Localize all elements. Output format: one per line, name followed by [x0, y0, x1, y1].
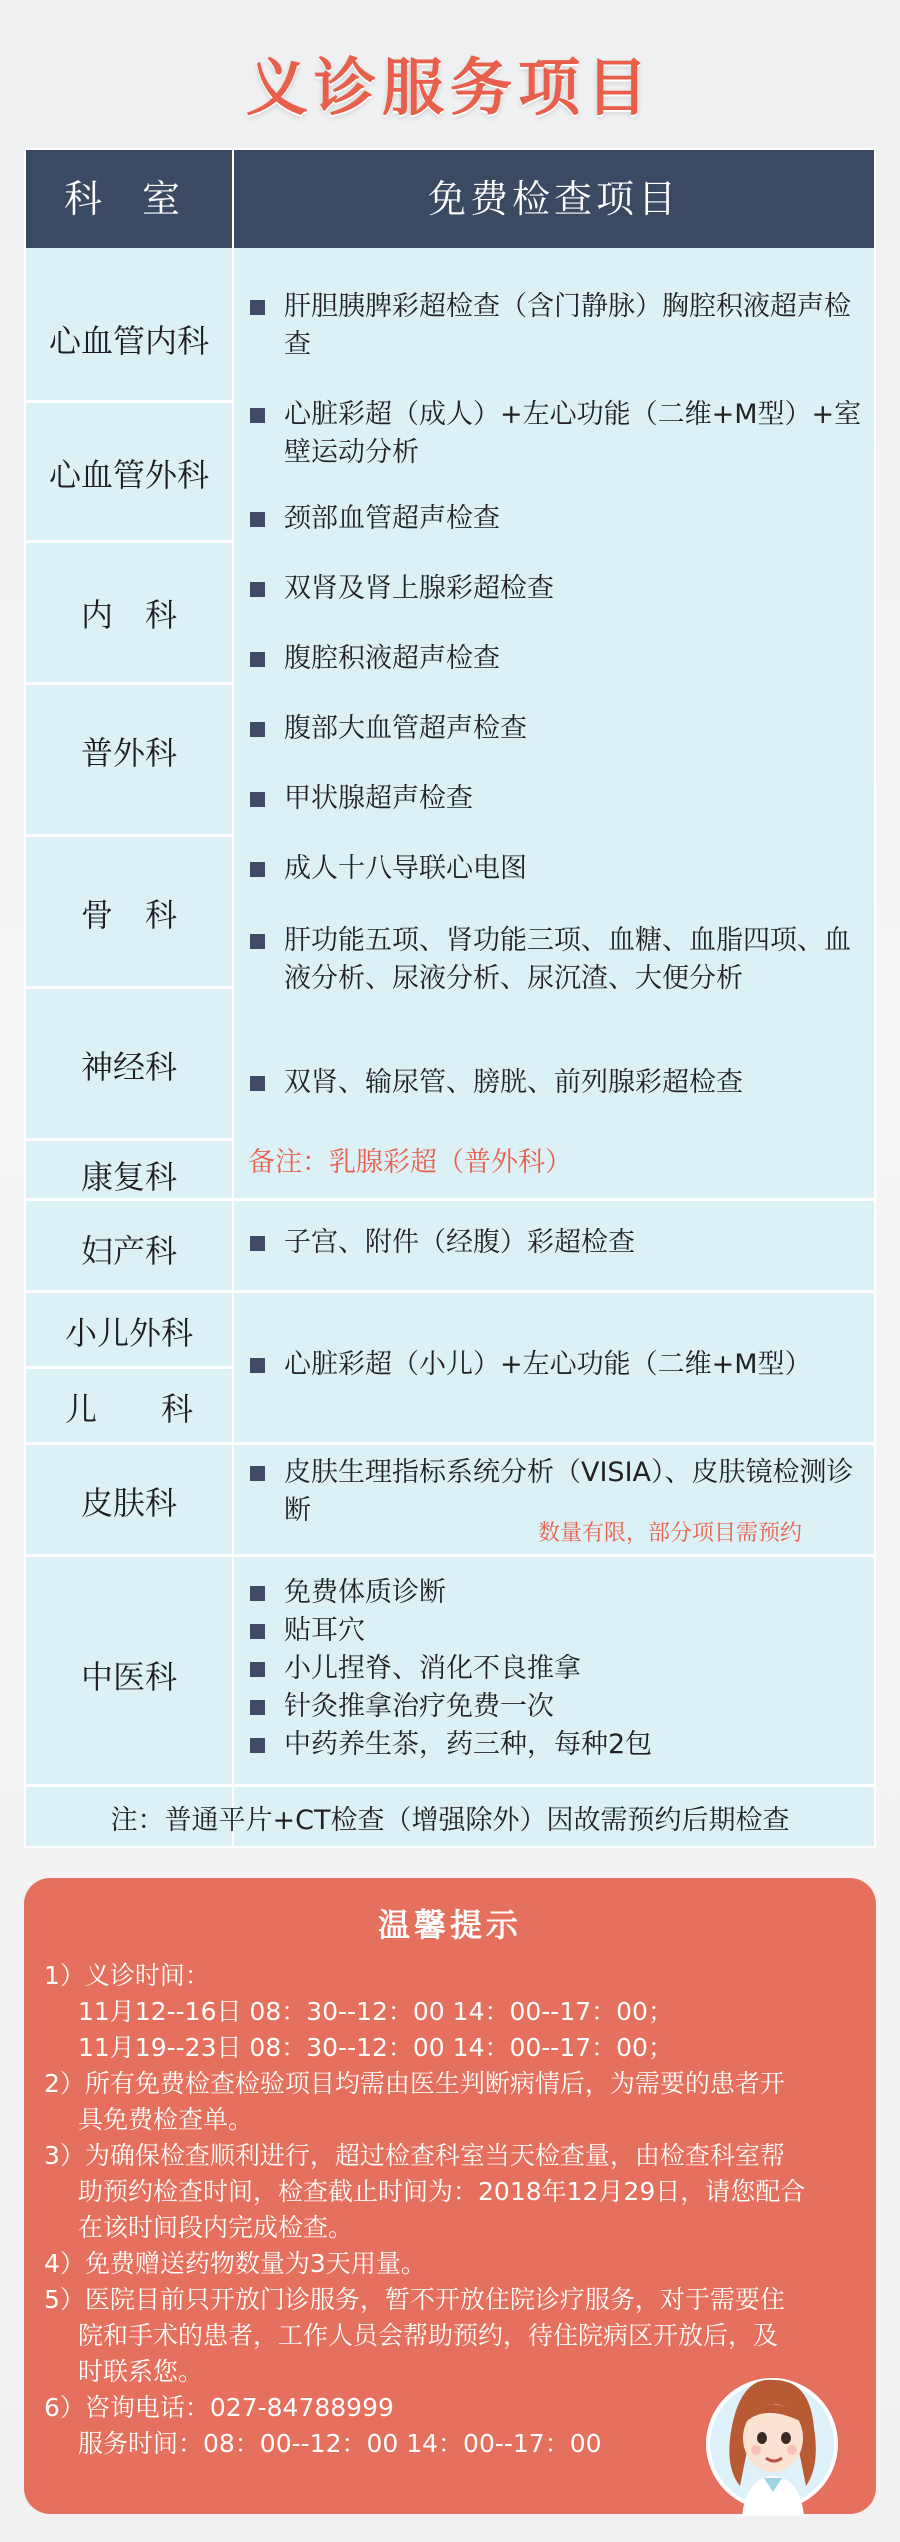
tip-line: 4）免费赠送药物数量为3天用量。 [44, 2249, 426, 2278]
list-item: 颈部血管超声检查 [236, 500, 866, 538]
tip-line: 具免费检查单。 [78, 2105, 254, 2134]
tip-line: 11月12--16日 08：30--12：00 14：00--17：00； [78, 1997, 673, 2026]
square-bullet-icon [250, 582, 265, 597]
list-item: 免费体质诊断 [236, 1574, 866, 1612]
square-bullet-icon [250, 1624, 265, 1639]
list-item: 针灸推拿治疗免费一次 [236, 1688, 866, 1726]
row-divider [26, 400, 232, 403]
row-divider [26, 1366, 232, 1369]
square-bullet-icon [250, 862, 265, 877]
page-title: 义诊服务项目 [245, 51, 654, 124]
square-bullet-icon [250, 1700, 265, 1715]
square-bullet-icon [250, 1586, 265, 1601]
header-items: 免费检查项目 [427, 177, 680, 221]
dept-tcm: 中医科 [80, 1658, 177, 1696]
dept-cardiology: 心血管内科 [48, 322, 209, 360]
dept-obstetrics: 妇产科 [80, 1232, 177, 1270]
dept-pediatrics: 儿 科 [64, 1390, 193, 1428]
list-item: 小儿捏脊、消化不良推拿 [236, 1650, 866, 1688]
main-note: 备注：乳腺彩超（普外科） [248, 1147, 572, 1178]
square-bullet-icon [250, 1738, 265, 1753]
dept-pediatric-surgery: 小儿外科 [64, 1314, 193, 1352]
row-divider [26, 540, 232, 543]
square-bullet-icon [250, 512, 265, 527]
list-item: 贴耳穴 [236, 1612, 866, 1650]
square-bullet-icon [250, 300, 265, 315]
table-header [26, 150, 874, 248]
square-bullet-icon [250, 792, 265, 807]
tip-line: 3）为确保检查顺利进行，超过检查科室当天检查量，由检查科室帮 [44, 2141, 785, 2170]
list-item: 腹部大血管超声检查 [236, 710, 866, 748]
service-table [24, 148, 876, 1848]
list-item: 肝功能五项、肾功能三项、血糖、血脂四项、血液分析、尿液分析、尿沉渣、大便分析 [236, 922, 866, 998]
tip-line: 1）义诊时间： [44, 1961, 210, 1990]
list-item: 双肾及肾上腺彩超检查 [236, 570, 866, 608]
square-bullet-icon [250, 1236, 265, 1251]
dept-dermatology: 皮肤科 [80, 1484, 177, 1522]
square-bullet-icon [250, 1358, 265, 1373]
list-item: 成人十八导联心电图 [236, 850, 866, 888]
row-divider [26, 682, 232, 685]
list-item: 双肾、输尿管、膀胱、前列腺彩超检查 [236, 1064, 866, 1102]
square-bullet-icon [250, 934, 265, 949]
row-divider [26, 1442, 874, 1445]
tip-line: 时联系您。 [78, 2357, 204, 2386]
tips-title: 温馨提示 [377, 1906, 522, 1944]
tip-line: 在该时间段内完成检查。 [78, 2213, 354, 2242]
dept-orthopedics: 骨 科 [80, 896, 177, 934]
tip-line: 院和手术的患者，工作人员会帮助预约，待住院病区开放后，及 [78, 2321, 779, 2350]
skin-note: 数量有限，部分项目需预约 [538, 1521, 803, 1546]
square-bullet-icon [250, 1466, 265, 1481]
dept-internal: 内 科 [80, 596, 177, 634]
square-bullet-icon [250, 1662, 265, 1677]
nurse-avatar-icon [702, 2366, 842, 2516]
dept-general-surgery: 普外科 [80, 734, 177, 772]
list-item: 中药养生茶，药三种，每种2包 [236, 1726, 866, 1764]
dept-cardiac-surgery: 心血管外科 [48, 456, 209, 494]
tip-line: 11月19--23日 08：30--12：00 14：00--17：00； [78, 2033, 673, 2062]
dept-rehabilitation: 康复科 [80, 1158, 177, 1196]
tip-line: 6）咨询电话：027-84788999 [44, 2393, 394, 2422]
table-footer-note: 注：普通平片+CT检查（增强除外）因故需预约后期检查 [110, 1805, 790, 1836]
row-divider [26, 1784, 874, 1787]
list-item: 皮肤生理指标系统分析（VISIA）、皮肤镜检测诊断 [236, 1454, 866, 1530]
row-divider [26, 986, 232, 989]
square-bullet-icon [250, 652, 265, 667]
row-divider [26, 1138, 232, 1141]
row-divider [26, 1290, 874, 1293]
tip-line: 助预约检查时间，检查截止时间为：2018年12月29日，请您配合 [78, 2177, 806, 2206]
square-bullet-icon [250, 722, 265, 737]
dept-neurology: 神经科 [80, 1048, 177, 1086]
tip-line: 5）医院目前只开放门诊服务，暂不开放住院诊疗服务，对于需要住 [44, 2285, 785, 2314]
square-bullet-icon [250, 1076, 265, 1091]
list-item: 子宫、附件（经腹）彩超检查 [236, 1224, 866, 1262]
row-divider [26, 1198, 874, 1201]
column-divider [232, 150, 234, 1846]
square-bullet-icon [250, 408, 265, 423]
list-item: 肝胆胰脾彩超检查（含门静脉）胸腔积液超声检查 [236, 288, 866, 364]
row-divider [26, 834, 232, 837]
list-item: 心脏彩超（成人）+左心功能（二维+M型）+室壁运动分析 [236, 396, 866, 472]
list-item: 甲状腺超声检查 [236, 780, 866, 818]
list-item: 腹腔积液超声检查 [236, 640, 866, 678]
tip-line: 服务时间：08：00--12：00 14：00--17：00 [78, 2429, 602, 2458]
tip-line: 2）所有免费检查检验项目均需由医生判断病情后，为需要的患者开 [44, 2069, 785, 2098]
list-item: 心脏彩超（小儿）+左心功能（二维+M型） [236, 1346, 866, 1384]
header-dept: 科 室 [63, 177, 195, 221]
row-divider [26, 1554, 874, 1557]
